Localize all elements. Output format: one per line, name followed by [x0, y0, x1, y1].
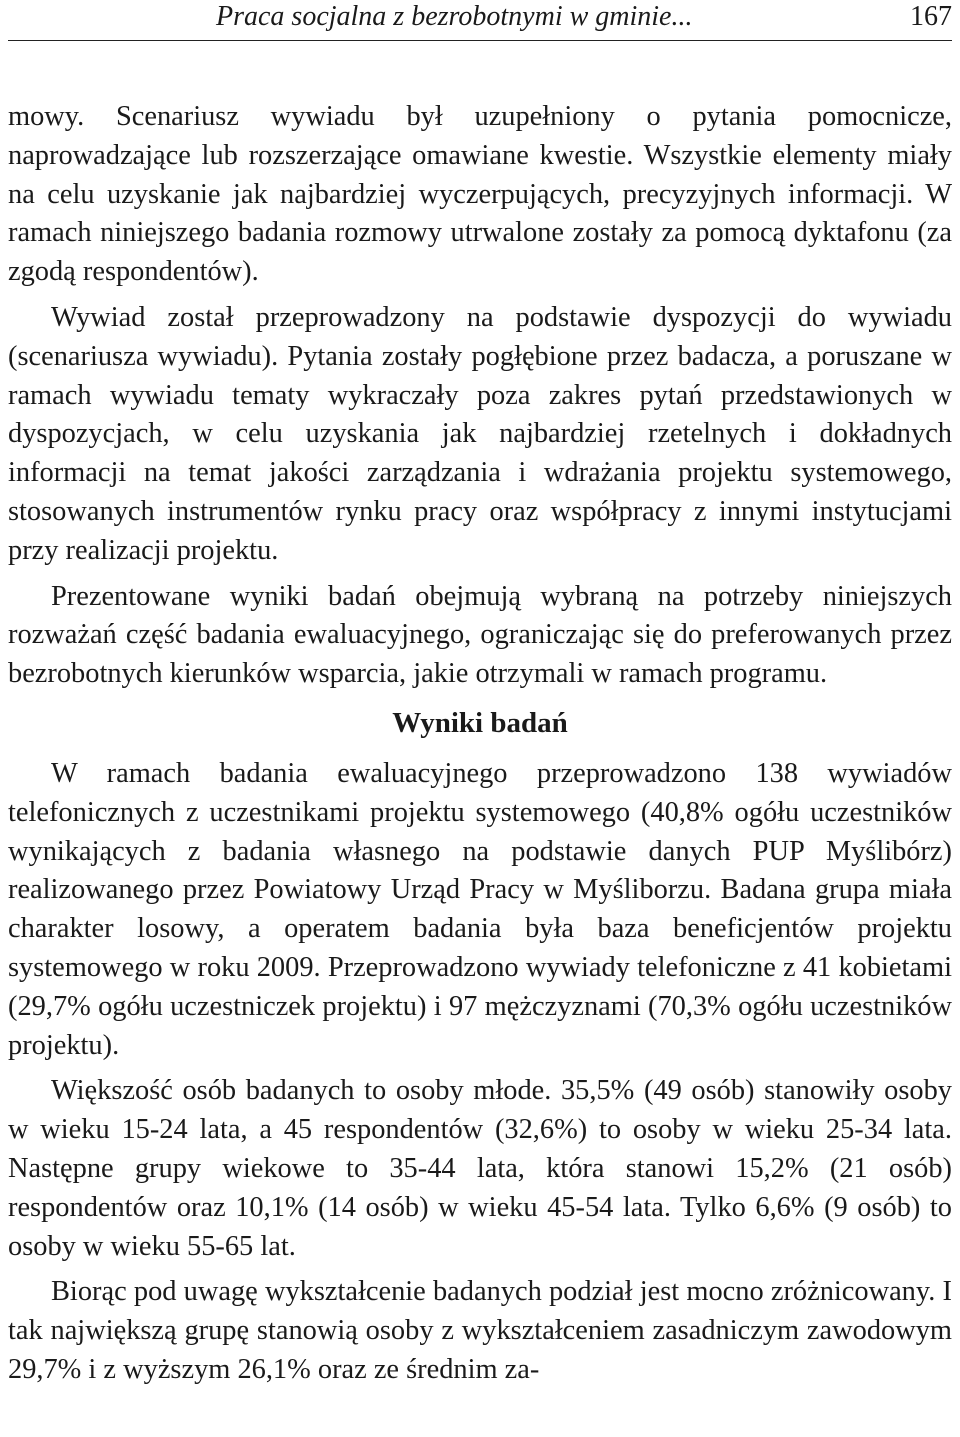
section-heading: Wyniki badań — [392, 706, 568, 739]
paragraph-continuation: mowy. Scenariusz wywiadu był uzupełniony o pytania pomocnicze, naprowadzające lub rozszerzające omawiane kwestie. Wszystkie elementy miały na celu uzyskanie jak najbardziej wyczerpujących, precyzyjnych informacji. W ramach niniejszego badania rozmowy utrwalone zostały za pomocą dyktafonu (za zgodą respondentów). — [8, 101, 952, 288]
page-number: 167 — [910, 1, 952, 32]
running-header — [8, 0, 952, 41]
page-body — [8, 98, 952, 1390]
paragraph-education: Biorąc pod uwagę wykształcenie badanych podział jest mocno zróżnicowany. I tak największą grupę stanowią osoby z wykształceniem zasadniczym zawodowym 29,7% i z wyższym 26,1% oraz ze średnim za- — [8, 1276, 952, 1385]
running-title: Praca socjalna z bezrobotnymi w gminie... — [216, 1, 693, 32]
paragraph-interview-method: Wywiad został przeprowadzony na podstawie dyspozycji do wywiadu (scenariusza wywiadu). Pytania zostały pogłębione przez badacza, a poruszane w ramach wywiadu tematy wykraczały poza zakres pytań przedstawionych w dyspozycjach, w celu uzyskania jak najbardziej rzetelnych i dokładnych informacji na temat jakości zarządzania i wdrażania projektu systemowego, stosowanych instrumentów rynku pracy oraz współpracy z innymi instytucjami przy realizacji projektu. — [8, 301, 952, 566]
paragraph-presented-results: Prezentowane wyniki badań obejmują wybraną na potrzeby niniejszych rozważań część badania ewaluacyjnego, ograniczając się do preferowanych przez bezrobotnych kierunków wsparcia, jakie otrzymali w ramach programu. — [8, 580, 952, 690]
paragraph-age-groups: Większość osób badanych to osoby młode. 35,5% (49 osób) stanowiły osoby w wieku 15-24 lata, a 45 respondentów (32,6%) to osoby w wieku 25-34 lata. Następne grupy wiekowe to 35-44 lata, która stanowi 15,2% (21 osób) respondentów oraz 10,1% (14 osób) w wieku 45-54 lata. Tylko 6,6% (9 osób) to osoby w wieku 55-65 lat. — [8, 1075, 952, 1262]
paragraph-survey-sample: W ramach badania ewaluacyjnego przeprowadzono 138 wywiadów telefonicznych z uczestnikami projektu systemowego (40,8% ogółu uczestników wynikających z badania własnego na podstawie danych PUP Myślibórz) realizowanego przez Powiatowy Urząd Pracy w Myśliborzu. Badana grupa miała charakter losowy, a operatem badania była baza beneficjentów projektu systemowego w roku 2009. Przeprowadzono wywiady telefoniczne z 41 kobietami (29,7% ogółu uczestniczek projektu) i 97 mężczyznami (70,3% ogółu uczestników projektu). — [8, 757, 952, 1061]
